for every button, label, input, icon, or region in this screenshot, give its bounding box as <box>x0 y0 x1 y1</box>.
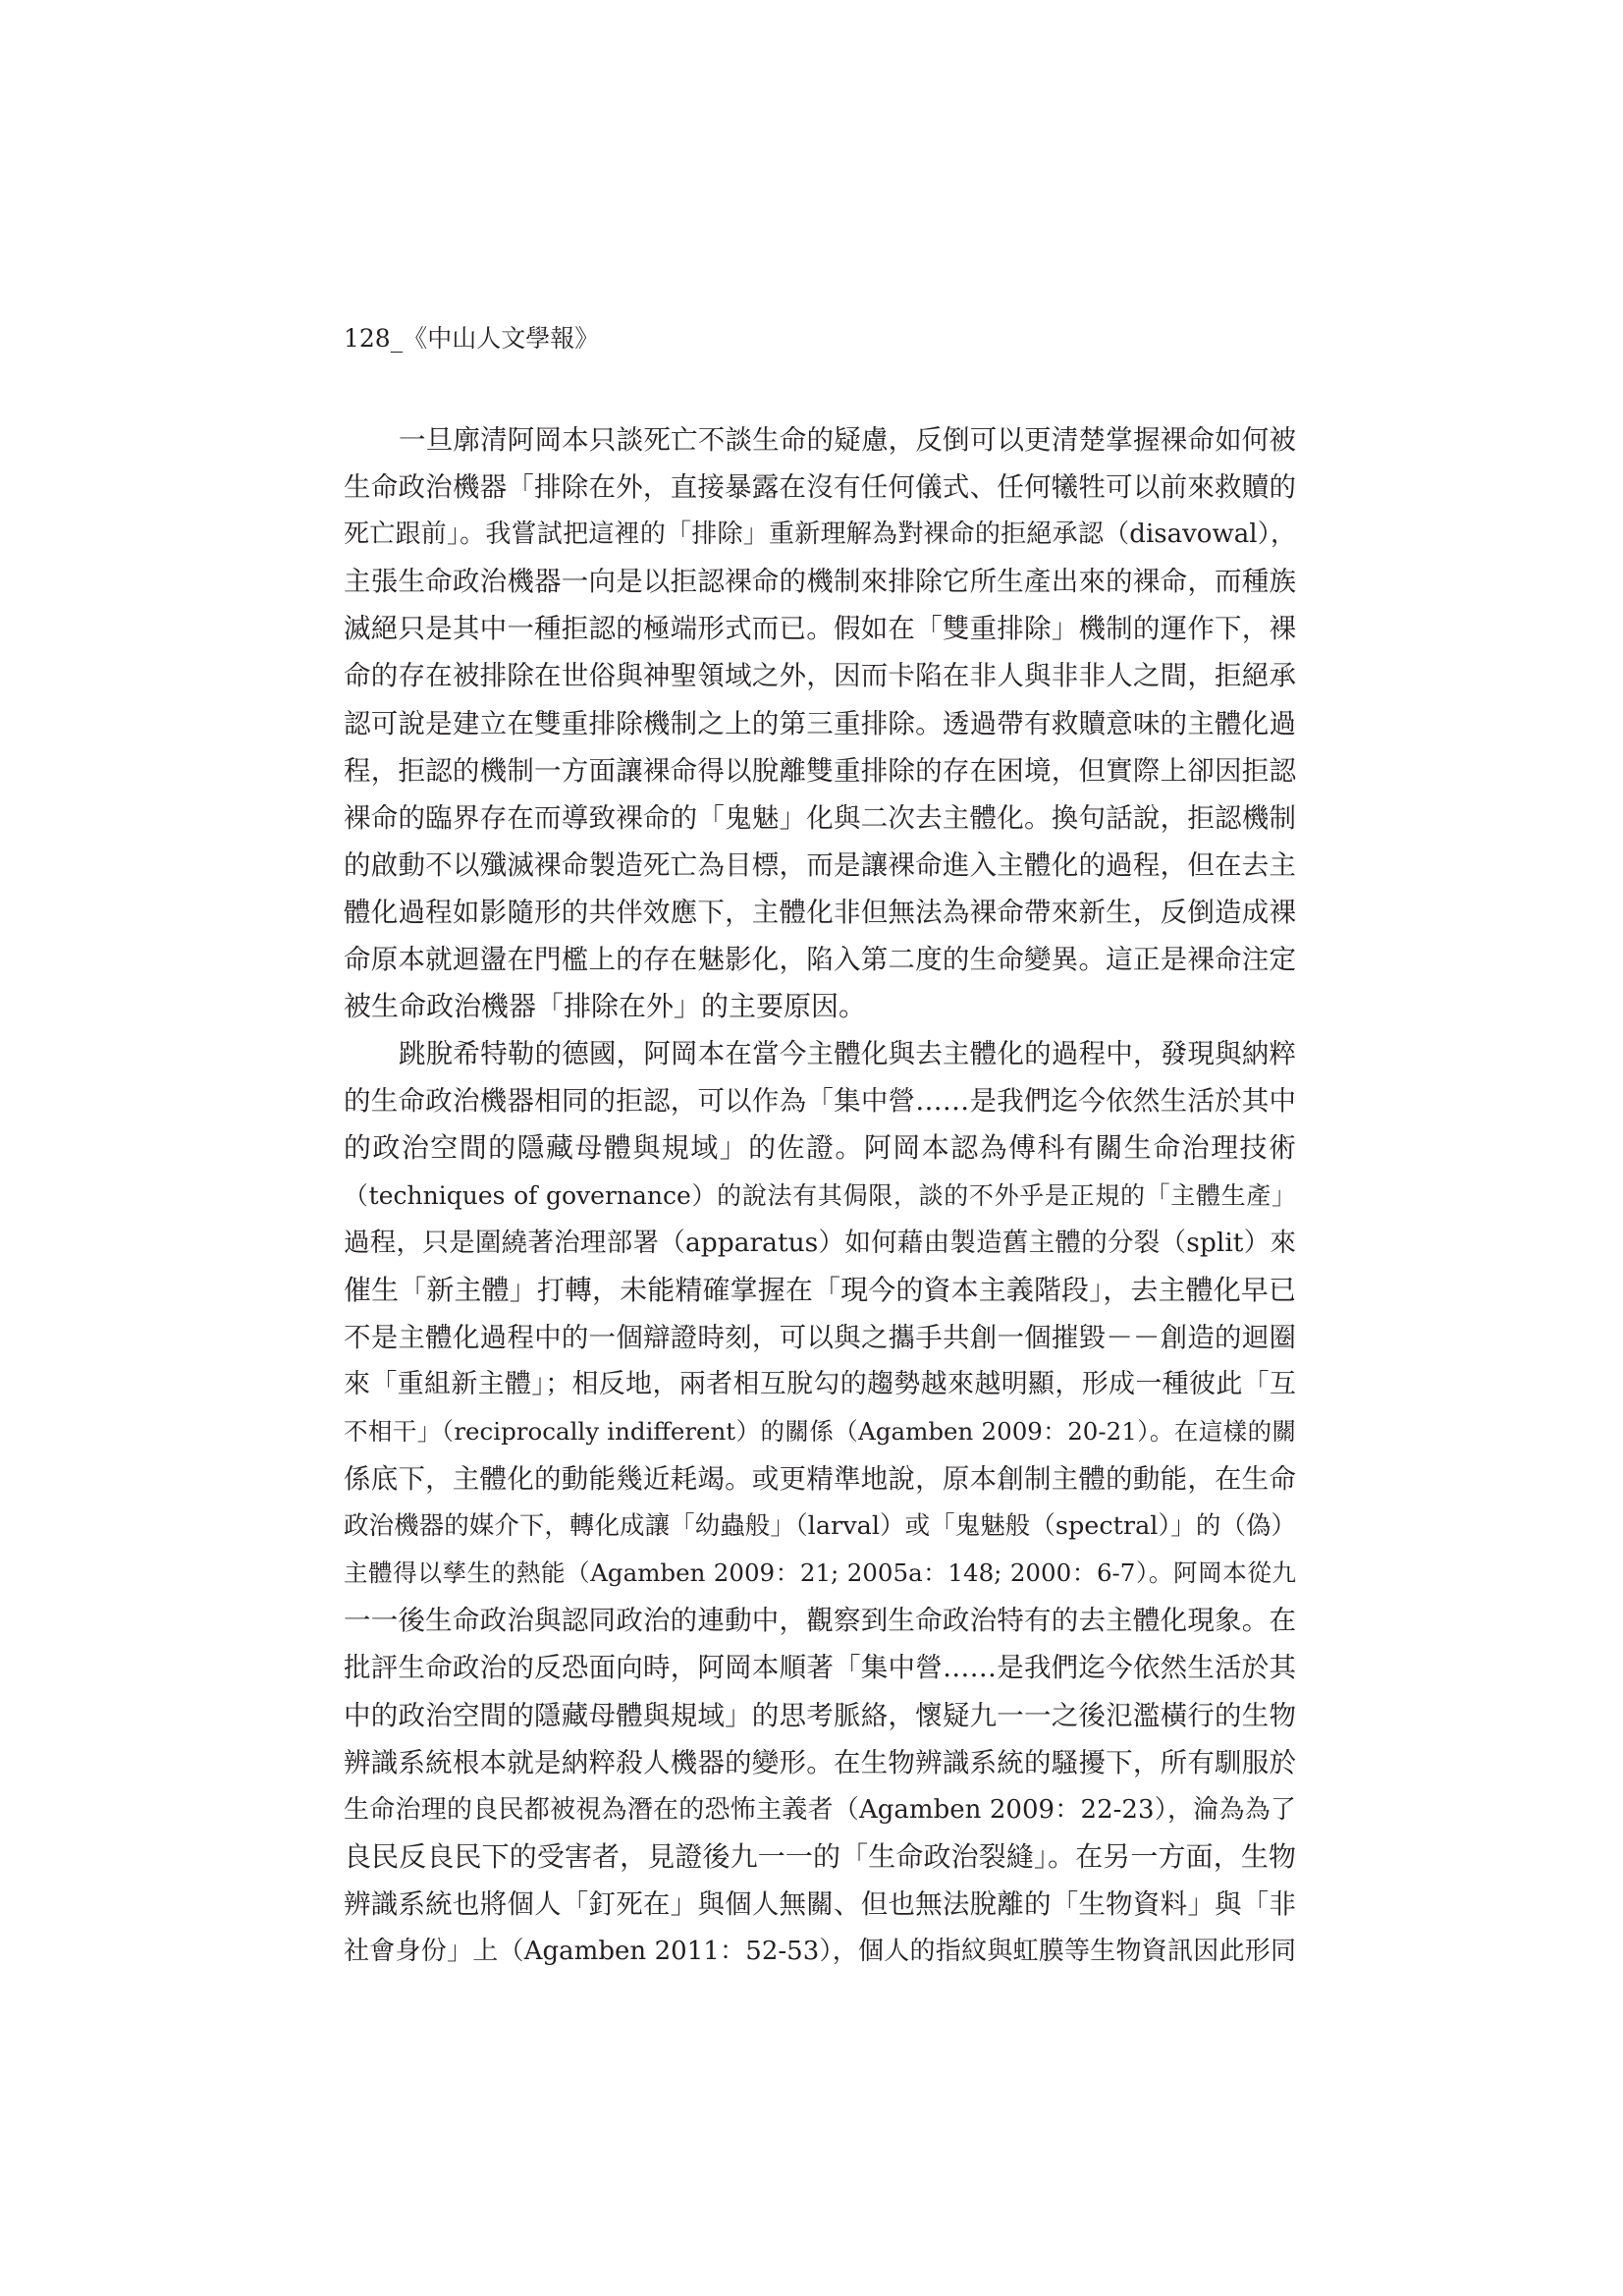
text-line: 批評生命政治的反恐面向時，阿岡本順著「集中營……是我們迄今依然生活於其 <box>344 1652 1296 1684</box>
text-line: 係底下，主體化的動能幾近耗竭。或更精準地說，原本創制主體的動能，在生命 <box>344 1463 1296 1496</box>
text-line: 主體得以孳生的熱能（Agamben 2009：21; 2005a：148; 2000：6-7）。阿岡本從九 <box>344 1558 1296 1588</box>
text-line: 一旦廓清阿岡本只談死亡不談生命的疑慮，反倒可以更清楚掌握裸命如何被 <box>399 424 1296 456</box>
text-line: 認可說是建立在雙重排除機制之上的第三重排除。透過帶有救贖意味的主體化過 <box>344 707 1296 739</box>
text-line: 社會身份」上（Agamben 2011：52-53），個人的指紋與虹膜等生物資訊因此形同 <box>344 1937 1296 1966</box>
text-line: 辨識系統也將個人「釘死在」與個人無關、但也無法脫離的「生物資料」與「非 <box>344 1887 1296 1920</box>
text-line: 不相干」（reciprocally indifferent）的關係（Agamben 2009：20-21）。在這樣的關 <box>344 1416 1296 1446</box>
body-text <box>344 416 1296 1975</box>
text-line: 裸命的臨界存在而導致裸命的「鬼魅」化與二次去主體化。換句話說，拒認機制 <box>344 801 1296 834</box>
text-line: （techniques of governance）的說法有其侷限，談的不外乎是正規的「主體生產」 <box>344 1180 1296 1210</box>
text-line: 辨識系統根本就是納粹殺人機器的變形。在生物辨識系統的騷擾下，所有馴服於 <box>344 1746 1296 1778</box>
text-line: 滅絕只是其中一種拒認的極端形式而已。假如在「雙重排除」機制的運作下，裸 <box>344 613 1296 645</box>
text-line: 一一後生命政治與認同政治的連動中，觀察到生命政治特有的去主體化現象。在 <box>344 1605 1296 1637</box>
text-line: 命原本就迴盪在門檻上的存在魅影化，陷入第二度的生命變異。這正是裸命注定 <box>344 944 1296 976</box>
text-line: 生命政治機器「排除在外，直接暴露在沒有任何儀式、任何犧牲可以前來救贖的 <box>344 471 1296 504</box>
text-line: 政治機器的媒介下，轉化成讓「幼蟲般」（larval）或「鬼魅般（spectral）」的（偽） <box>344 1511 1296 1542</box>
text-line: 跳脫希特勒的德國，阿岡本在當今主體化與去主體化的過程中，發現與納粹 <box>399 1038 1296 1070</box>
text-line: 死亡跟前」。我嘗試把這裡的「排除」重新理解為對裸命的拒絕承認（disavowal）， <box>344 519 1296 550</box>
text-line: 中的政治空間的隱藏母體與規域」的思考脈絡，懷疑九一一之後氾濫橫行的生物 <box>344 1699 1296 1731</box>
text-line: 的政治空間的隱藏母體與規域」的佐證。阿岡本認為傅科有關生命治理技術 <box>344 1131 1296 1165</box>
text-line: 良民反良民下的受害者，見證後九一一的「生命政治裂縫」。在另一方面，生物 <box>344 1839 1296 1873</box>
text-line: 催生「新主體」打轉，未能精確掌握在「現今的資本主義階段」，去主體化早已 <box>344 1273 1296 1306</box>
text-line: 的啟動不以殲滅裸命製造死亡為目標，而是讓裸命進入主體化的過程，但在去主 <box>344 848 1296 881</box>
text-line: 來「重組新主體」；相反地，兩者相互脫勾的趨勢越來越明顯，形成一種彼此「互 <box>344 1368 1296 1399</box>
text-line: 被生命政治機器「排除在外」的主要原因。 <box>344 990 867 1023</box>
text-line: 不是主體化過程中的一個辯證時刻，可以與之攜手共創一個摧毀－－創造的迴圈 <box>344 1321 1296 1353</box>
text-line: 程，拒認的機制一方面讓裸命得以脫離雙重排除的存在困境，但實際上卻因拒認 <box>344 754 1296 787</box>
text-line: 的生命政治機器相同的拒認，可以作為「集中營……是我們迄今依然生活於其中 <box>344 1085 1296 1118</box>
text-line: 主張生命政治機器一向是以拒認裸命的機制來排除它所生產出來的裸命，而種族 <box>344 566 1296 598</box>
text-line: 生命治理的良民都被視為潛在的恐怖主義者（Agamben 2009：22-23），淪為為了 <box>344 1794 1296 1825</box>
text-line: 過程，只是圍繞著治理部署（apparatus）如何藉由製造舊主體的分裂（split）來 <box>344 1227 1296 1258</box>
text-line: 體化過程如影隨形的共伴效應下，主體化非但無法為裸命帶來新生，反倒造成裸 <box>344 896 1296 928</box>
running-header: 128_《中山人文學報》 <box>344 324 600 353</box>
text-line: 命的存在被排除在世俗與神聖領域之外，因而卡陷在非人與非非人之間，拒絕承 <box>344 660 1296 692</box>
